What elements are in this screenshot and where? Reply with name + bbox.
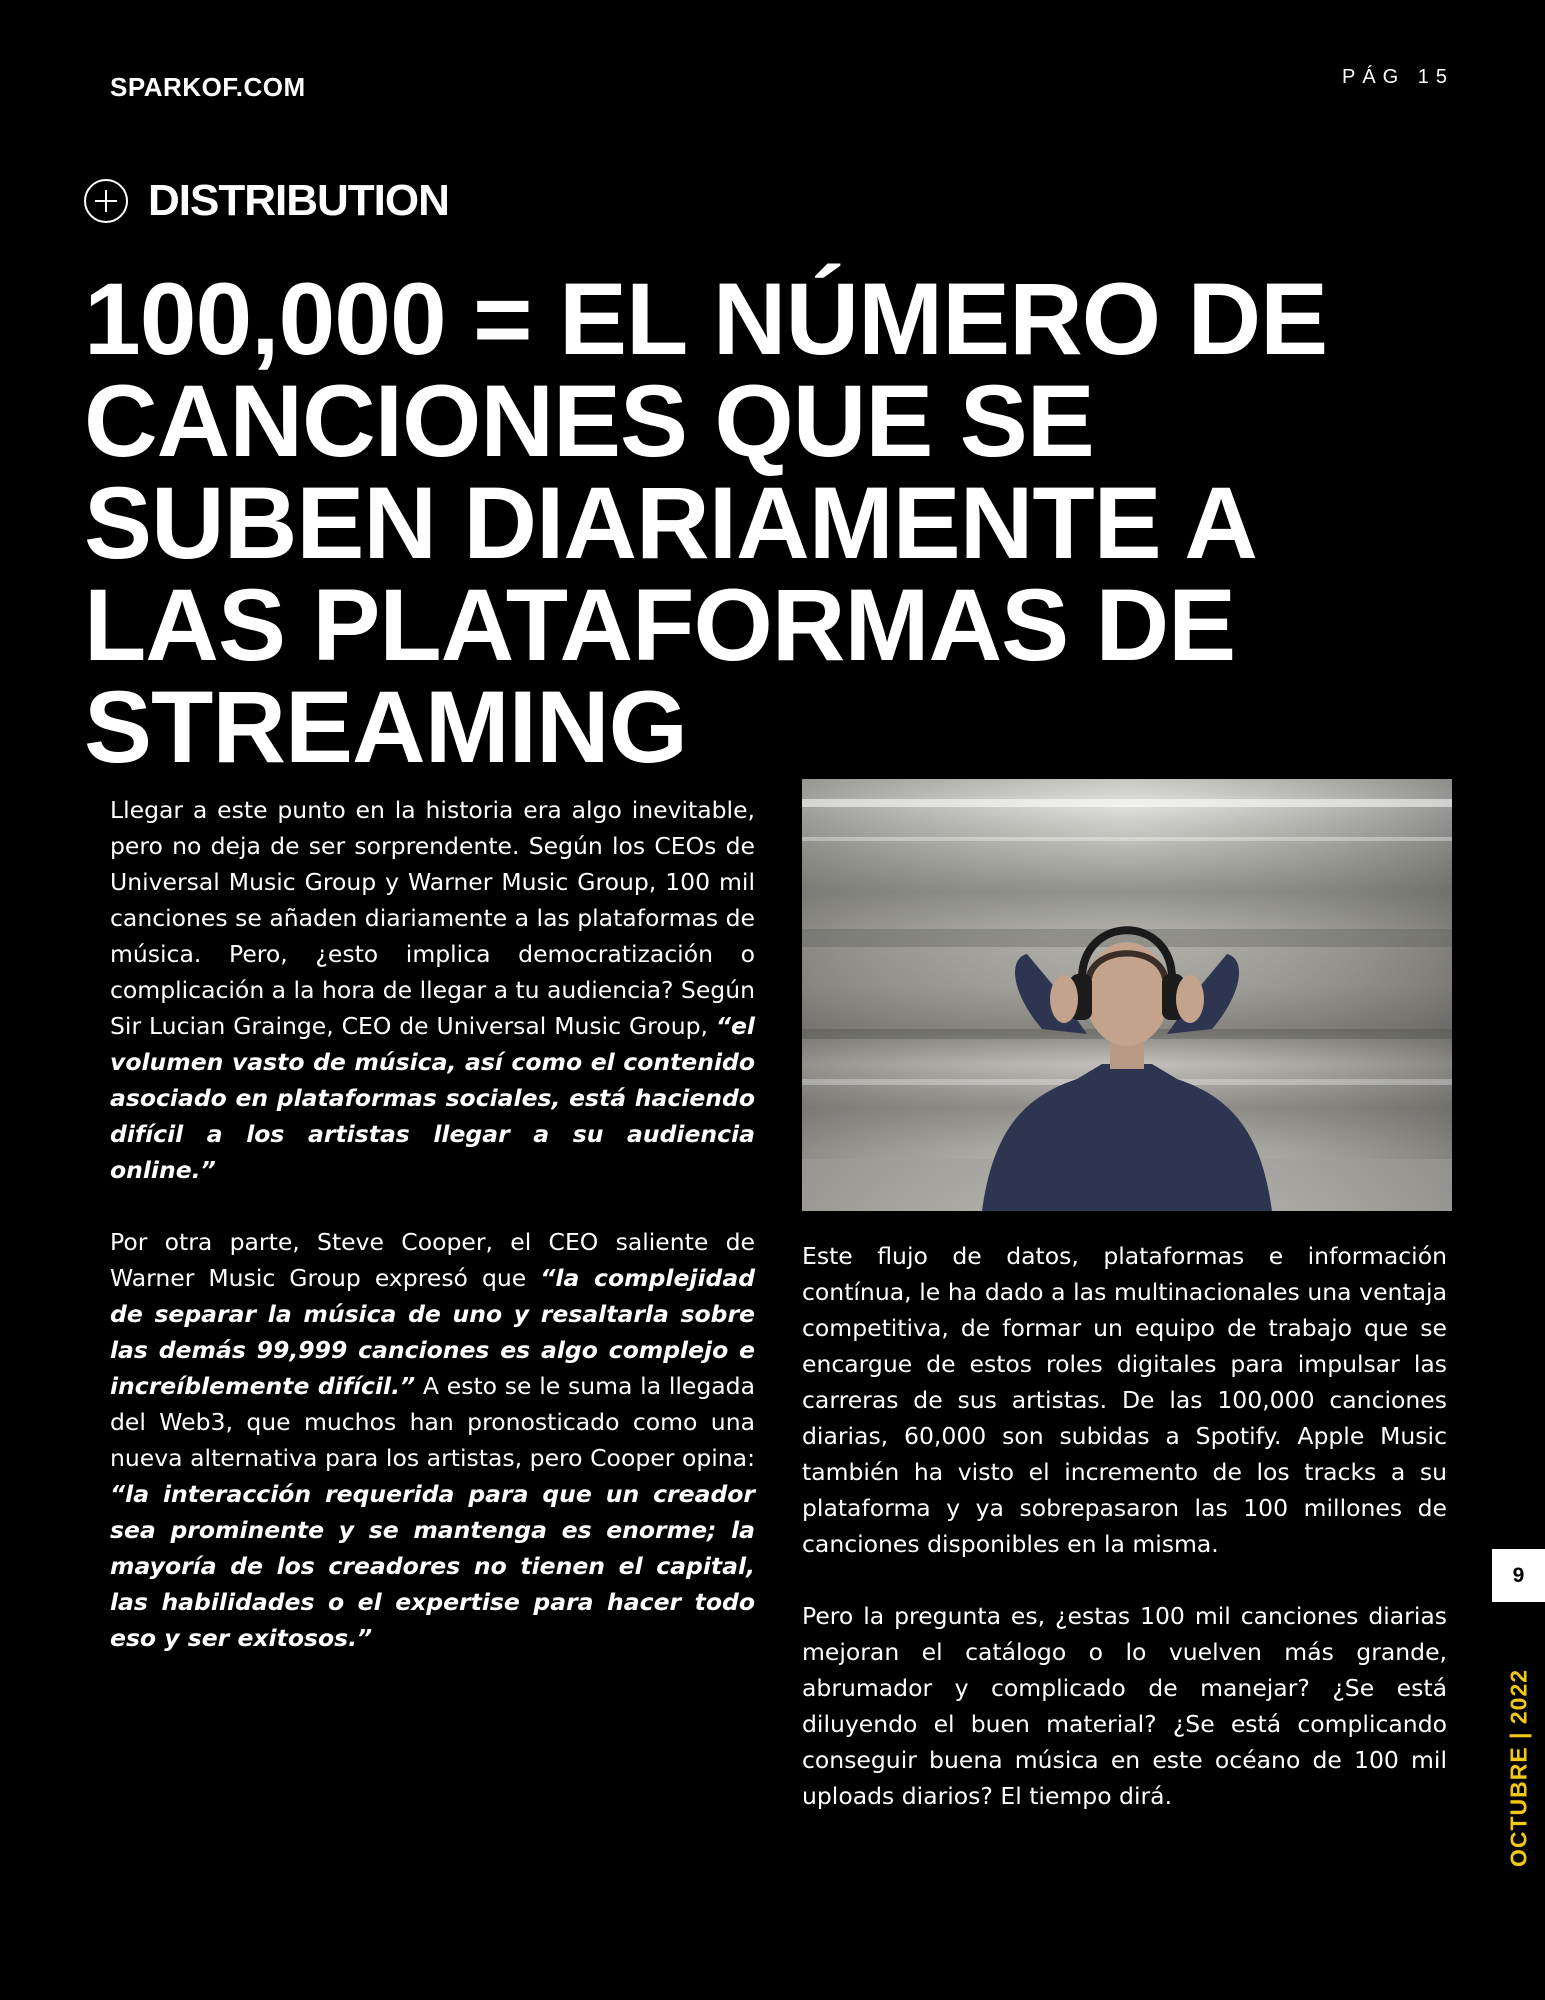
headphones-man-photo bbox=[802, 779, 1452, 1211]
issue-date: OCTUBRE | 2022 bbox=[1505, 1668, 1532, 1868]
page-label: PÁG 15 bbox=[1342, 66, 1455, 88]
page-number-badge: 9 bbox=[1492, 1549, 1545, 1602]
left-p2-text-b: A esto se le suma la llegada del Web3, que muchos han pronosticado como una nueva alternativa para los artistas, pero Cooper opina: bbox=[110, 1372, 755, 1472]
left-paragraph-1 bbox=[110, 792, 755, 1188]
left-p1-text: Llegar a este punto en la historia era algo inevitable, pero no deja de ser sorprendente. Según los CEOs de Universal Music Group y Warner Music Group, 100 mil canciones se añaden diariamente a las plataformas de música. Pero, ¿esto implica democratización o complicación a la hora de llegar a tu audiencia? Según Sir Lucian Grainge, CEO de Universal Music Group, bbox=[110, 796, 755, 1040]
section-label: DISTRIBUTION bbox=[148, 176, 449, 225]
left-paragraph-2 bbox=[110, 1224, 755, 1656]
page-title: 100,000 = EL NÚMERO DE CANCIONES QUE SE SUBEN DIARIAMENTE A LAS PLATAFORMAS DE STREAMING bbox=[84, 262, 1328, 784]
plus-circle-icon bbox=[84, 179, 128, 223]
site-name: SPARKOF.COM bbox=[110, 72, 306, 102]
cooper-quote-1: “la complejidad de separar la música de uno y resaltarla sobre las demás 99,999 canciones es algo complejo e increíblemente difícil.” bbox=[110, 1264, 756, 1400]
cooper-quote-2: “la interacción requerida para que un creador sea prominente y se mantenga es enorme; la mayoría de los creadores no tienen el capital, las habilidades o el expertise para hacer todo eso y ser exitosos.” bbox=[110, 1480, 755, 1652]
left-p2-text-a: Por otra parte, Steve Cooper, el CEO saliente de Warner Music Group expresó que bbox=[110, 1228, 755, 1292]
right-paragraph-1: Este flujo de datos, plataformas e información contínua, le ha dado a las multinacionales una ventaja competitiva, de formar un equipo de trabajo que se encargue de estos roles digitales para impulsar las carreras de sus artistas. De las 100,000 canciones diarias, 60,000 son subidas a Spotify. Apple Music también ha visto el incremento de los tracks a su plataforma y ya sobrepasaron las 100 millones de canciones disponibles en la misma. bbox=[802, 1242, 1447, 1558]
right-column bbox=[802, 1238, 1447, 1814]
left-column bbox=[110, 792, 755, 1656]
grainge-quote: “el volumen vasto de música, así como el contenido asociado en plataformas sociales, está haciendo difícil a los artistas llegar a su audiencia online.” bbox=[110, 1012, 755, 1184]
photo-illustration bbox=[802, 779, 1452, 1211]
right-paragraph-2: Pero la pregunta es, ¿estas 100 mil canciones diarias mejoran el catálogo o lo vuelven más grande, abrumador y complicado de manejar? ¿Se está diluyendo el buen material? ¿Se está complicando conseguir buena música en este océano de 100 mil uploads diarios? El tiempo dirá. bbox=[802, 1602, 1447, 1810]
section-header bbox=[84, 176, 449, 226]
